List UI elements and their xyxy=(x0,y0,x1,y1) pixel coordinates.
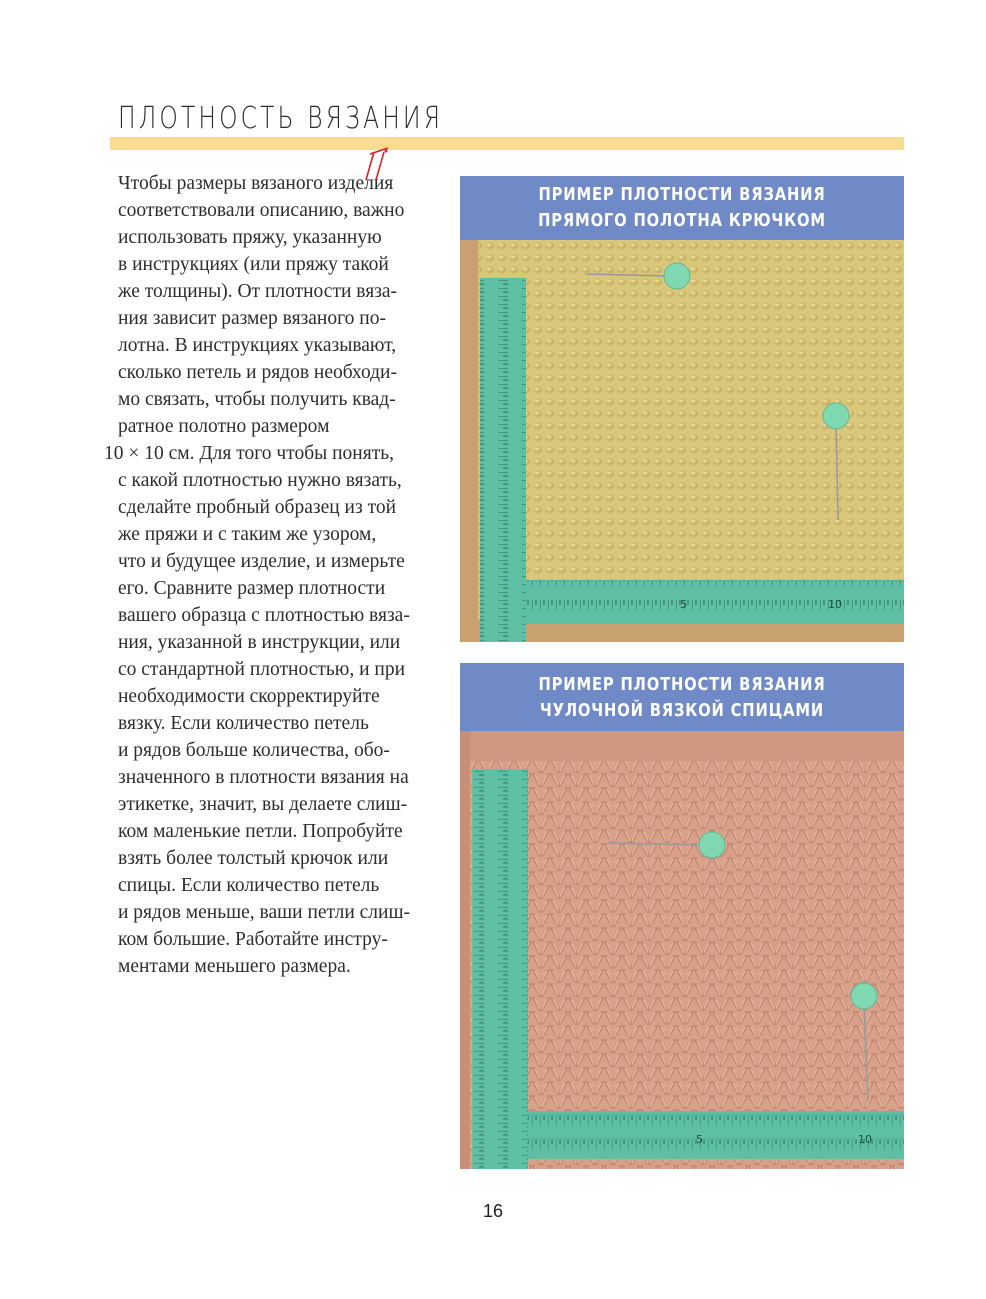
knit-swatch-image xyxy=(460,731,904,1169)
body-line: Чтобы размеры вязаного изделия xyxy=(118,173,394,194)
body-line: спицы. Если количество петель xyxy=(118,875,380,896)
caption-line-2: ЧУЛОЧНОЙ ВЯЗКОЙ СПИЦАМИ xyxy=(539,700,825,721)
body-line: ратное полотно размером xyxy=(118,416,330,437)
ruler-label-5: 5 xyxy=(696,1133,703,1146)
ruler-label-10: 10 xyxy=(858,1133,872,1146)
body-line: в инструкциях (или пряжу такой xyxy=(118,254,389,275)
body-line: использовать пряжу, указанную xyxy=(118,227,382,248)
body-line: вашего образца с плотностью вяза- xyxy=(118,605,410,626)
body-line: соответствовали описанию, важно xyxy=(118,200,405,221)
body-line: необходимости скорректируйте xyxy=(118,686,380,707)
caption-line-2: ПРЯМОГО ПОЛОТНА КРЮЧКОМ xyxy=(538,210,826,231)
body-line: ния зависит размер вязаного по- xyxy=(118,308,386,329)
vertical-ruler xyxy=(472,769,528,1169)
body-line: же пряжи и с таким же узором, xyxy=(118,524,377,545)
body-line: 10 × 10 см. Для того чтобы понять, xyxy=(104,443,394,464)
body-line: и рядов больше количества, обо- xyxy=(118,740,390,761)
ruler-label-10: 10 xyxy=(828,598,842,611)
body-line: ментами меньшего размера. xyxy=(118,956,351,977)
caption-line-1: ПРИМЕР ПЛОТНОСТИ ВЯЗАНИЯ xyxy=(538,674,826,695)
body-line: и рядов меньше, ваши петли слиш- xyxy=(118,902,410,923)
horizontal-ruler xyxy=(526,580,904,624)
figure-knitting xyxy=(460,663,904,1169)
body-line: этикетке, значит, вы делаете слиш- xyxy=(118,794,408,815)
body-line: ния, указанной в инструкции, или xyxy=(118,632,401,653)
body-line: ком маленькие петли. Попробуйте xyxy=(118,821,403,842)
body-line: с какой плотностью нужно вязать, xyxy=(118,470,402,491)
body-line: его. Сравните размер плотности xyxy=(118,578,386,599)
body-line: сколько петель и рядов необходи- xyxy=(118,362,397,383)
body-line: со стандартной плотностью, и при xyxy=(118,659,406,680)
page-heading: ПЛОТНОСТЬ ВЯЗАНИЯ xyxy=(118,101,444,136)
body-line: ком большие. Работайте инстру- xyxy=(118,929,388,950)
horizontal-ruler xyxy=(528,1111,904,1159)
knit-swatch-photo xyxy=(460,731,904,1169)
body-line: что и будущее изделие, и измерьте xyxy=(118,551,405,572)
figure-caption xyxy=(460,176,904,240)
figure-caption xyxy=(460,663,904,731)
body-text xyxy=(104,170,448,980)
page-number: 16 xyxy=(482,1201,504,1221)
heading-underline-bar xyxy=(110,137,904,150)
body-line: взять более толстый крючок или xyxy=(118,848,389,869)
body-line: же толщины). От плотности вяза- xyxy=(118,281,398,302)
body-line: значенного в плотности вязания на xyxy=(118,767,409,788)
pin-head-icon xyxy=(664,263,690,289)
vertical-ruler xyxy=(480,278,526,642)
pin-head-icon xyxy=(823,403,849,429)
crochet-swatch-photo xyxy=(460,240,904,642)
body-line: сделайте пробный образец из той xyxy=(118,497,397,518)
body-line: мо связать, чтобы получить квад- xyxy=(118,389,396,410)
crochet-swatch-image xyxy=(460,240,904,642)
caption-line-1: ПРИМЕР ПЛОТНОСТИ ВЯЗАНИЯ xyxy=(538,184,826,205)
figure-crochet xyxy=(460,176,904,642)
pin-head-icon xyxy=(699,832,725,858)
pin-head-icon xyxy=(851,983,877,1009)
body-line: вязку. Если количество петель xyxy=(118,713,369,734)
body-line: лотна. В инструкциях указывают, xyxy=(118,335,397,356)
ruler-label-5: 5 xyxy=(680,598,687,611)
